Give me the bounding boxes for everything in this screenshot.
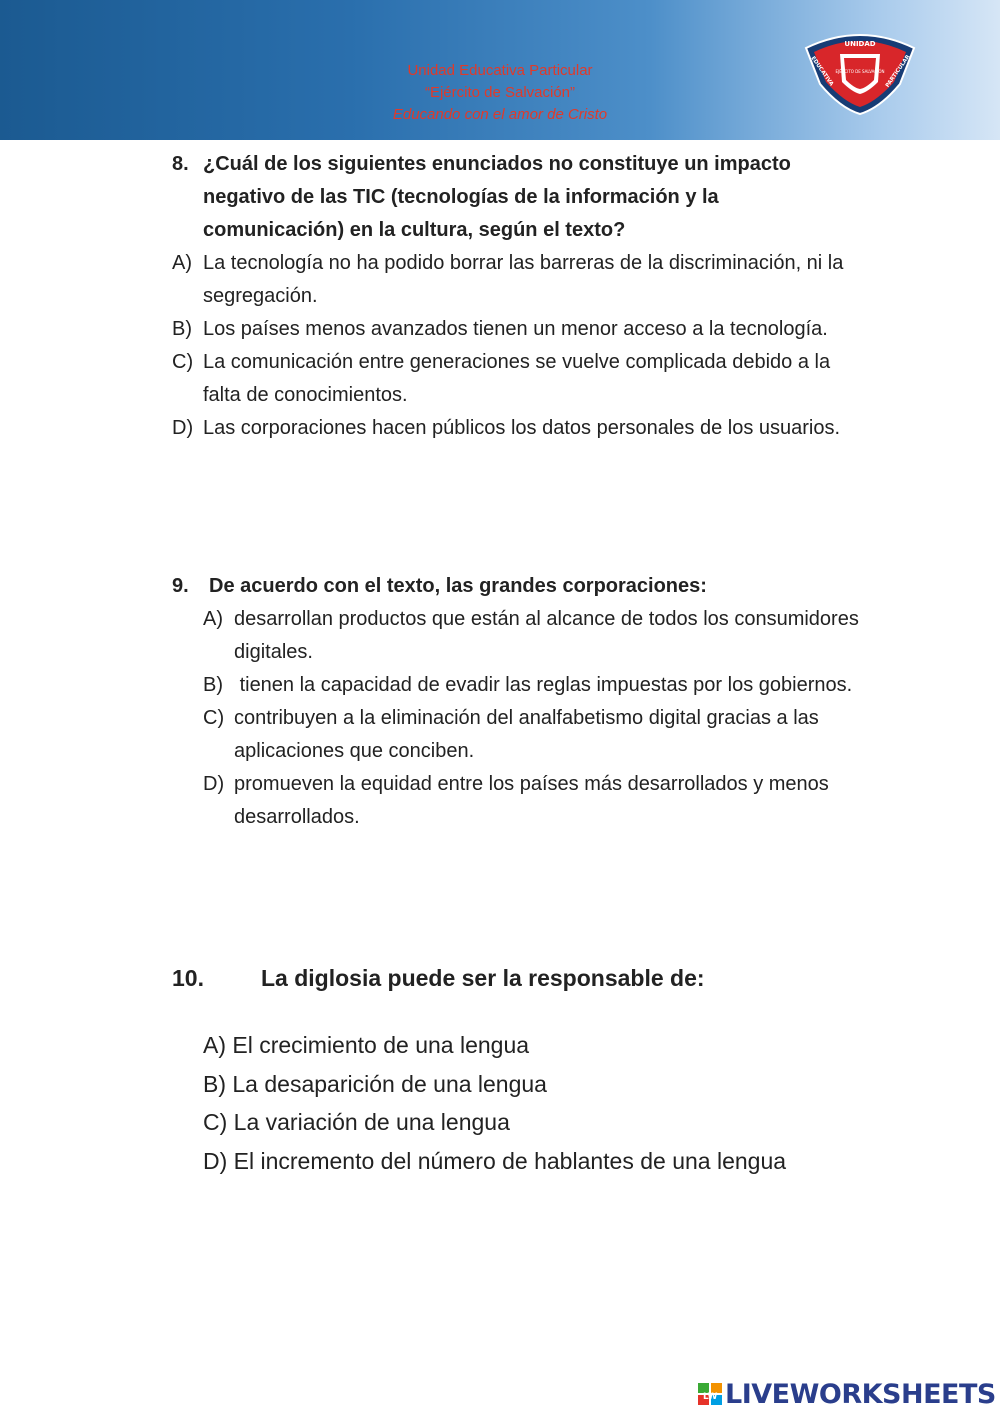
- option-text: promueven la equidad entre los países más desarrollados y menos desarrollados.: [234, 773, 829, 828]
- school-shield-logo-icon: [800, 26, 920, 116]
- question-8: [172, 148, 862, 445]
- question-10-title: [172, 960, 892, 996]
- option-letter: B): [172, 318, 192, 340]
- option-b: B) La desaparición de una lengua: [203, 1070, 547, 1097]
- school-motto: Educando con el amor de Cristo: [392, 106, 608, 123]
- question-number: 8.: [172, 153, 189, 175]
- option-a: [172, 247, 862, 313]
- option-letter: C): [172, 351, 194, 373]
- option-d: D) El incremento del número de hablantes de una lengua: [203, 1147, 787, 1174]
- svg-text:EDUCATIVA: EDUCATIVA: [809, 55, 835, 88]
- question-text: De acuerdo con el texto, las grandes corporaciones:: [209, 575, 707, 597]
- question-10: [172, 960, 892, 1180]
- option-letter: C): [203, 707, 225, 729]
- option-text: tienen la capacidad de evadir las reglas impuestas por los gobiernos.: [234, 674, 853, 696]
- option-text: Los países menos avanzados tienen un menor acceso a la tecnología.: [203, 318, 828, 340]
- options-list: [203, 603, 862, 834]
- question-8-title: [172, 148, 862, 247]
- question-number: 9.: [172, 575, 189, 597]
- question-number: 10.: [172, 965, 204, 991]
- option-letter: A): [172, 252, 192, 274]
- option-a: A) El crecimiento de una lengua: [203, 1032, 530, 1058]
- option-letter: A): [203, 608, 223, 630]
- option-text: La tecnología no ha podido borrar las barreras de la discriminación, ni la segregación.: [203, 252, 844, 307]
- svg-text:EJÉRCITO DE SALVACIÓN: EJÉRCITO DE SALVACIÓN: [835, 69, 885, 74]
- liveworksheets-brand[interactable]: [697, 1376, 996, 1412]
- page-header: [0, 0, 1000, 140]
- question-9-title: [172, 570, 862, 603]
- question-text: La diglosia puede ser la responsable de:: [261, 965, 705, 991]
- svg-text:UNIDAD: UNIDAD: [844, 40, 876, 48]
- options-list: [203, 1026, 892, 1180]
- brand-name: LIVEWORKSHEETS: [725, 1378, 996, 1410]
- option-text: contribuyen a la eliminación del analfabetismo digital gracias a las aplicaciones que conciben.: [234, 707, 819, 762]
- school-name: Unidad Educativa Particular: [407, 62, 593, 79]
- question-text: ¿Cuál de los siguientes enunciados no constituye un impacto negativo de las TIC (tecnologías de la información y la comunicación) en la cultura, según el texto?: [203, 153, 791, 241]
- option-d: [172, 412, 862, 445]
- option-text: La comunicación entre generaciones se vuelve complicada debido a la falta de conocimientos.: [203, 351, 831, 406]
- option-b: [172, 313, 862, 346]
- svg-text:PARTICULAR: PARTICULAR: [884, 54, 912, 89]
- option-c: [203, 702, 862, 768]
- option-text: desarrollan productos que están al alcance de todos los consumidores digitales.: [234, 608, 859, 663]
- option-d: [203, 768, 862, 834]
- school-heading: [250, 60, 750, 126]
- option-letter: D): [172, 417, 194, 439]
- options-list: [172, 247, 862, 445]
- option-letter: D): [203, 773, 225, 795]
- school-subtitle: “Ejército de Salvación”: [424, 84, 576, 101]
- question-9: [172, 570, 862, 834]
- option-c: [172, 346, 862, 412]
- option-b: [203, 669, 862, 702]
- option-a: [203, 603, 862, 669]
- liveworksheets-logo-icon: [697, 1382, 723, 1406]
- option-text: Las corporaciones hacen públicos los datos personales de los usuarios.: [203, 417, 841, 439]
- option-c: C) La variación de una lengua: [203, 1109, 510, 1135]
- option-letter: B): [203, 674, 223, 696]
- svg-text:LW: LW: [703, 1392, 717, 1402]
